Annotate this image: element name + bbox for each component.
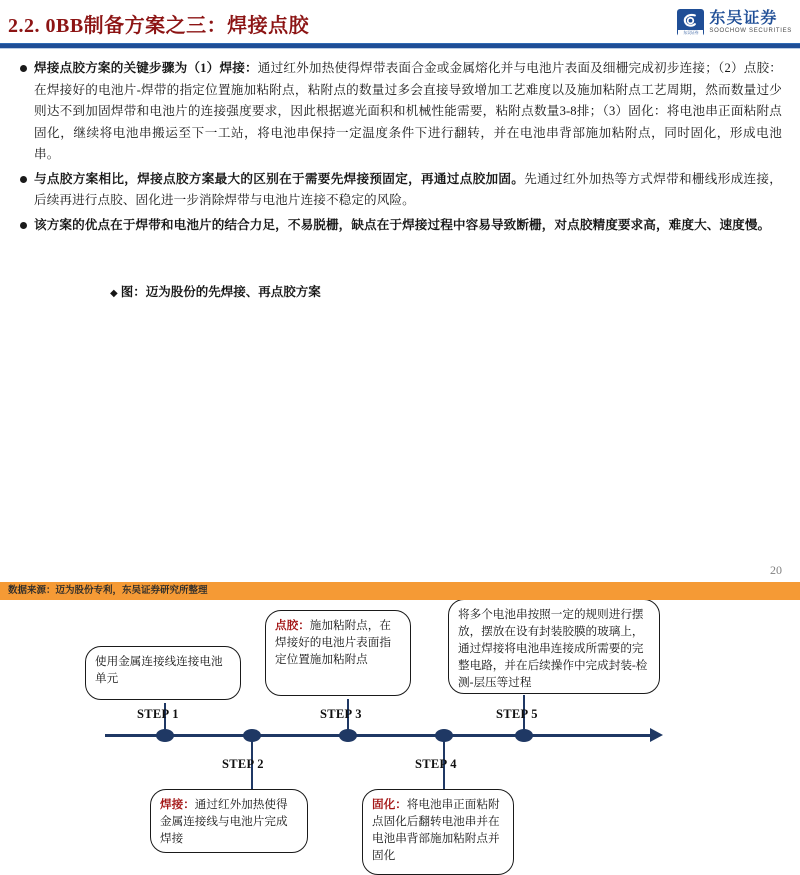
bullet-dot-icon — [20, 176, 27, 183]
slide-header — [0, 0, 800, 46]
bullet-item — [20, 215, 782, 237]
header-divider — [0, 43, 800, 49]
page-number: 20 — [770, 563, 782, 577]
bullet-dot-icon — [20, 222, 27, 229]
step-box-step2 — [150, 789, 308, 853]
step-label-step1: STEP 1 — [137, 707, 179, 721]
step-text-step5: 将多个电池串按照一定的规则进行摆放，摆放在设有封装胶膜的玻璃上，通过焊接将电池串连接成所需要的完整电路，并在后续操作中完成封装-检测-层压等过程 — [458, 608, 648, 689]
step-label-step3: STEP 3 — [320, 707, 362, 721]
brand-logo — [677, 9, 792, 36]
step-keyword-step4: 固化： — [372, 798, 407, 811]
step-box-step1 — [85, 646, 241, 700]
step-box-step3 — [265, 610, 411, 696]
bullet-text — [34, 169, 782, 212]
bullet-lead: 焊接点胶方案的关键步骤为（1）焊接： — [34, 61, 258, 75]
bullet-lead: 与点胶方案相比，焊接点胶方案最大的区别在于需要先焊接预固定，再通过点胶加固。 — [34, 171, 525, 186]
step-text-step1: 使用金属连接线连接电池单元 — [95, 655, 223, 685]
timeline-arrow-icon — [650, 728, 663, 742]
step-box-step4 — [362, 789, 514, 875]
brand-text — [709, 10, 792, 35]
bullet-item — [20, 58, 782, 166]
step-text-step2: 通过红外加热使得金属连接线与电池片完成焊接 — [160, 798, 288, 845]
step-text-step3: 施加粘附点，在焊接好的电池片表面指定位置施加粘附点 — [275, 619, 391, 666]
source-note: 数据来源：迈为股份专利，东吴证券研究所整理 — [8, 586, 208, 596]
bullet-item — [20, 169, 782, 212]
brand-name-en: SOOCHOW SECURITIES — [709, 28, 792, 34]
step-keyword-step2: 焊接： — [160, 798, 195, 811]
bullet-dot-icon — [20, 65, 27, 72]
bullet-lead: 该方案的优点在于焊带和电池片的结合力足，不易脱栅，缺点在于焊接过程中容易导致断栅，对点胶精度要求高，难度大、速度慢。 — [34, 217, 771, 232]
figure-caption-text: 图：迈为股份的先焊接、再点胶方案 — [120, 285, 321, 299]
source-bar — [0, 582, 800, 600]
diamond-bullet-icon: ◆ — [110, 288, 118, 299]
step-text-step4: 将电池串正面粘附点固化后翻转电池串并在电池串背部施加粘附点并固化 — [372, 798, 500, 862]
step-label-step5: STEP 5 — [496, 707, 538, 721]
step-keyword-step3: 点胶： — [275, 619, 310, 632]
bullet-text — [34, 58, 782, 166]
step-box-step5 — [448, 599, 660, 694]
brand-mark-caption: 东吴证券 — [678, 30, 703, 36]
brand-mark-icon — [677, 9, 704, 36]
bullet-rest: 通过红外加热使得焊带表面合金或金属熔化并与电池片表面及细栅完成初步连接；（2）点胶：在焊接好的电池片-焊带的指定位置施加粘附点，粘附点的数量过多会直接导致增加工艺难度以及施加粘附点工艺周期，然而数量过少则达不到加固焊带和电池片的连接强度要求，因此根据遮光面积和机械性能需要，粘附点数量3-8排；（3）固化：将电池串正面粘附点固化，继续将电池串搬运至下一工站，将电池串保持一定温度条件下进行翻转，并在电池串背部施加粘附点，同时固化，形成电池串。 — [34, 61, 782, 161]
page-title: 2.2. 0BB制备方案之三：焊接点胶 — [8, 15, 310, 37]
step-label-step2: STEP 2 — [222, 757, 264, 771]
brand-name-cn: 东吴证券 — [709, 10, 778, 27]
bullet-rest: 先通过红外加热等方式焊带和栅线形成连接，后续再进行点胶、固化进一步消除焊带与电池片连接不稳定的风险。 — [34, 171, 782, 207]
bullet-text — [34, 215, 782, 237]
step-label-step4: STEP 4 — [415, 757, 457, 771]
timeline-axis — [105, 734, 657, 737]
bullet-list — [20, 58, 782, 239]
swirl-icon — [680, 11, 701, 32]
